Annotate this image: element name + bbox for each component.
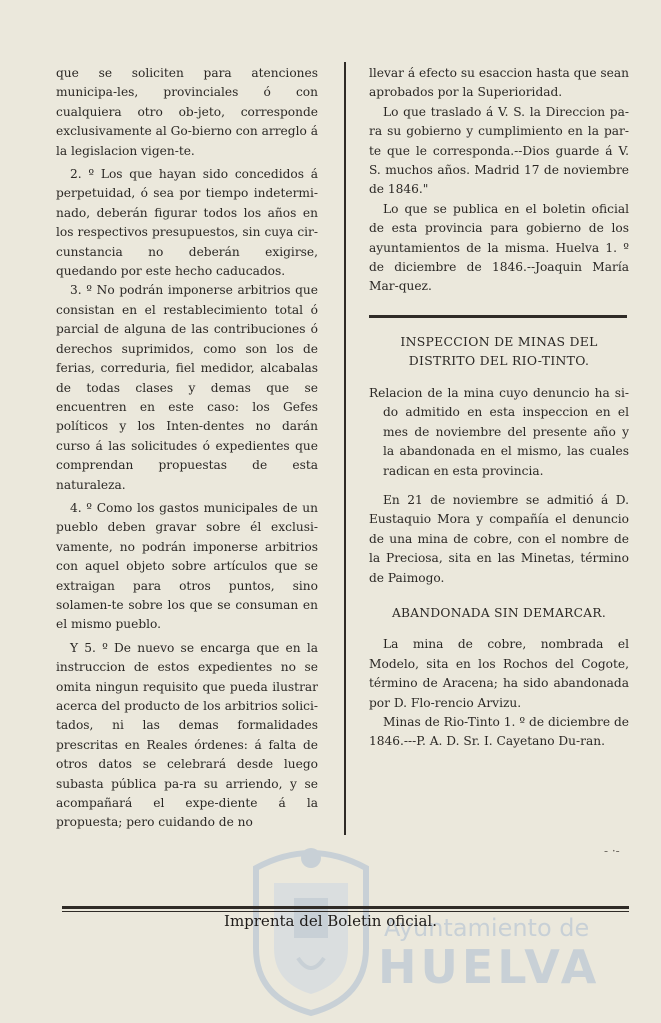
marginal-marks: - ·- [604,844,620,858]
subheading: ABANDONADA SIN DEMARCAR. [391,605,607,620]
column-divider [344,62,346,835]
paragraph-item-5: Y 5. º De nuevo se encarga que en la instruccion de estos expedientes no se omita ningun requisito que pueda ilustrar acerca del producto de los arbitrios solici-tados, ni las demas formalidades prescritas en Reales órdenes: á falta de otros datos se celebrará desde luego subasta pública pa-ra su arriendo, y se acompañará el expe-diente á la propuesta; pero cuidando de no [56,640,318,830]
paragraph-item-2: 2. º Los que hayan sido concedidos á perpetuidad, ó sea por tiempo indetermi-nado, deberán figurar todos los años en los respectivos presupuestos, sin cuya cir-cunstancia no deberán exigirse, quedando por este hecho caducados. [56,167,318,279]
section-divider [369,315,627,318]
watermark-line2: HUELVA [378,940,601,994]
watermark-line1: Ayuntamiento de [384,914,590,942]
footer-rule [62,906,629,909]
paragraph-continuation: que se soliciten para atenciones municipa-les, provinciales ó con cualquiera otro ob-jeto, corresponde exclusivamente al Go-bierno con arreglo á la legislacion vigen-te. [56,66,318,158]
paragraph-item-3: 3. º No podrán imponerse arbitrios que consistan en el restablecimiento total ó parcial de alguna de las contribuciones ó derechos suprimidos, como son los de ferias, correduria, fiel medidor, alcabalas de todas clases y demas que se encuentren en este caso: los Gefes políticos y los Inten-dentes no darán curso á las solicitudes ó expedientes que comprendan propuestas de esta naturaleza. [56,283,318,492]
imprint: Imprenta del Boletin oficial. [224,912,437,930]
signature-paragraph: Minas de Rio-Tinto 1. º de diciembre de 1846.---P. A. D. Sr. I. Cayetano Du-ran. [369,714,629,749]
paragraph-publica: Lo que se publica en el boletin oficial de esta provincia para gobierno de los ayuntamientos de la misma. Huelva 1. º de diciembre de 1846.--Joaquin María Mar-quez. [369,201,629,294]
admission-paragraph: En 21 de noviembre se admitió á D. Eustaquio Mora y compañía el denuncio de una mina de cobre, con el nombre de la Preciosa, sita en las Minetas, término de Paimogo. [369,492,629,585]
left-column [56,64,318,833]
paragraph-traslado: Lo que traslado á V. S. la Direccion pa-ra su gobierno y cumplimiento en la par-te que le corresponda.--Dios guarde á V. S. muchos años. Madrid 17 de noviembre de 1846." [369,104,629,197]
section-heading: INSPECCION DE MINAS DEL DISTRITO DEL RIO-TINTO. [400,333,598,368]
paragraph-item-4: 4. º Como los gastos municipales de un pueblo deben gravar sobre él exclusi-vamente, no podrán imponerse arbitrios con aquel objeto sobre artículos que se extraigan para otros puntos, sino solamen-te sobre los que se consuman en el mismo pueblo. [56,500,318,632]
paragraph-continuation-right: llevar á efecto su esaccion hasta que sean aprobados por la Superioridad. [369,66,629,100]
right-column [369,64,629,752]
abandoned-paragraph: La mina de cobre, nombrada el Modelo, sita en los Rochos del Cogote, término de Aracena; ha sido abandonada por D. Flo-rencio Arvizu. [369,637,629,710]
relation-paragraph: Relacion de la mina cuyo denuncio ha si-do admitido en esta inspeccion en el mes de noviembre del presente año y la abandonada en el mismo, las cuales radican en esta provincia. [369,385,629,478]
